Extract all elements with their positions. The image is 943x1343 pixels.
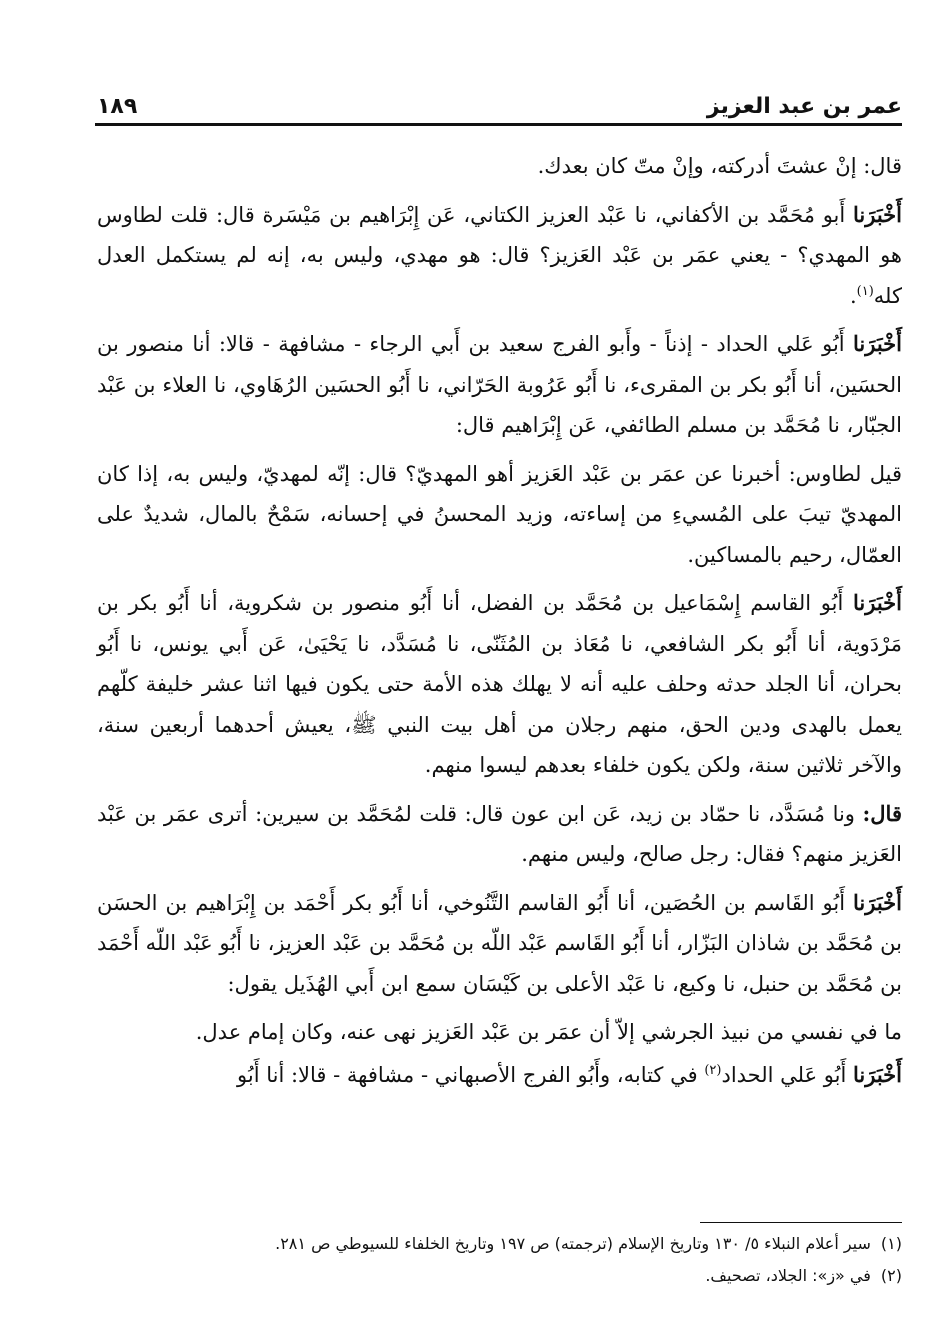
paragraph-text: ما في نفسي من نبيذ الجرشي إلاّ أن عمَر بن عَبْد العَزيز نهى عنه، وكان إمام عدل. (195, 1020, 902, 1044)
footnote-number: (٢) (880, 1266, 902, 1285)
footnote-text: سير أعلام النبلاء ٥/ ١٣٠ وتاريخ الإسلام (ترجمته) ص ١٩٧ وتاريخ الخلفاء للسيوطي ص ٢٨١. (275, 1234, 871, 1253)
paragraph-lead: أَخْبَرَنا (853, 889, 902, 915)
paragraph-lead: أَخْبَرَنا (853, 590, 902, 615)
running-header (95, 88, 902, 126)
paragraph-text: أَبُو القاسم إِسْمَاعيل بن مُحَمَّد بن الفضل، أنا أَبُو منصور بن شكروية، أنا أَبُو بكر بن مَرْدَوية، أنا أَبُو بكر الشافعي، نا مُعَاذ بن المُثَنّى، نا مُسَدَّد، نا يَحْيَىٰ، عَن أَبي يونس، نا أَبُو بحران، أنا الجلد حدثه وحلف عليه أنه لا يهلك هذه الأمة حتى يكون فيها اثنا عشر خليفة كلّهم يعمل بالهدى ودين الحق، منهم رجلان من أهل بيت النبي ﷺ، يعيش أحدهما أربعين سنة، والآخر ثلاثين سنة، ولكن يكون خلفاء بعدهم ليسوا منهم. (97, 591, 902, 777)
paragraph-text: أَبُو عَلي الحداد (721, 1062, 854, 1087)
paragraph-lead: أَخْبَرَنا (853, 1061, 902, 1087)
paragraph (97, 454, 902, 576)
paragraph-lead: قال: (862, 800, 902, 826)
paragraph (97, 1055, 902, 1096)
paragraph (97, 195, 902, 317)
header-title: عمر بن عبد العزيز (706, 94, 902, 119)
paragraph (97, 794, 902, 875)
paragraph-text: أَبُو القَاسم بن الحُصَين، أنا أَبُو القاسم التَّنُوخي، أنا أَبُو بكر أَحْمَد بن إِبْرَاهيم بن الحسَن بن مُحَمَّد بن شاذان البَزّار، أنا أَبُو القَاسم عَبْد اللّه بن مُحَمَّد بن عَبْد العزيز، نا أَبُو عَبْد اللّه أَحْمَد بن مُحَمَّد بن حنبل، نا وكيع، نا عَبْد الأعلى بن كَيْسَان سمع ابن أَبي الهُذَيل يقول: (97, 890, 902, 996)
paragraph-text: قيل لطاوس: أخبرنا عن عمَر بن عَبْد العَزيز أهو المهديّ؟ قال: إنّه لمهديّ، وليس به، إذا كان المهديّ تيبَ على المُسيءِ من إساءته، وزيد المحسنُ في إحسانه، سَمْحٌ بالمال، شديدٌ على العمّال، رحيم بالمساكين. (97, 461, 902, 567)
footnotes (97, 1228, 902, 1292)
paragraph (97, 583, 902, 786)
paragraph (97, 1012, 902, 1053)
footnote (97, 1260, 902, 1292)
paragraph-tail: في كتابه، وأَبُو الفرج الأصبهاني - مشافهة - قالا: أنا أَبُو (237, 1062, 705, 1087)
footnote-number: (١) (880, 1234, 902, 1253)
footnote-ref[interactable]: (١) (856, 283, 874, 299)
paragraph-lead: أَخْبَرَنا (853, 201, 902, 227)
paragraph-text: ونا مُسَدَّد، نا حمّاد بن زيد، عَن ابن عون قال: قلت لمُحَمَّد بن سيرين: أترى عمَر بن عَبْد العَزيز منهم؟ فقال: رجل صالح، وليس منهم. (97, 801, 902, 866)
paragraph (97, 146, 902, 187)
paragraph-text: أَبُو عَلي الحداد - إذناً - وأَبو الفرج سعيد بن أَبي الرجاء - مشافهة - قالا: أنا منصور بن الحسَين، أنا أَبُو بكر بن المقرىء، نا أَبُو عَرُوبة الحَرّاني، نا أَبُو الحسَين الرُهَاوي، نا العلاء بن عَبْد الجبّار، نا مُحَمَّد بن مسلم الطائفي، عَن إِبْرَاهيم قال: (97, 332, 902, 437)
paragraph-tail: . (849, 283, 857, 308)
page-number: ١٨٩ (97, 94, 138, 119)
paragraph-text: قال: إنْ عشتَ أدركته، وإنْ متّ كان بعدك. (537, 154, 902, 178)
footnote (97, 1228, 902, 1260)
body-text (97, 146, 902, 1103)
footnote-ref[interactable]: (٢) (704, 1062, 722, 1078)
paragraph-lead: أَخْبَرَنا (853, 331, 902, 356)
header-rule (95, 123, 902, 126)
footnote-rule (700, 1222, 902, 1223)
paragraph (97, 883, 902, 1005)
paragraph-text: أَبو مُحَمَّد بن الأكفاني، نا عَبْد العزيز الكتاني، عَن إِبْرَاهيم بن مَيْسَرة قال: قلت لطاوس هو المهدي؟ - يعني عمَر بن عَبْد العَزيز؟ قال: هو مهدي، وليس به، إنه لم يستكمل العدل كله (97, 202, 902, 308)
footnote-text: في «ز»: الجلاد، تصحيف. (705, 1266, 871, 1285)
paragraph (97, 324, 902, 446)
